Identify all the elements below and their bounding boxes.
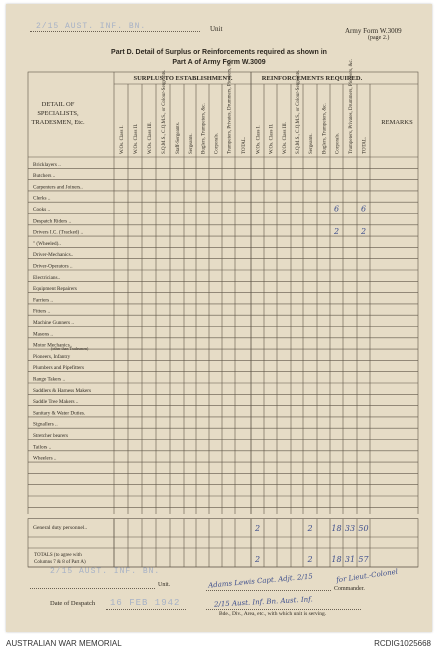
row-label: Farriers .. (33, 297, 54, 304)
signature-line1: Adams Lewis Capt. Adjt. 2/15 (207, 572, 314, 590)
pioneers-note: (other than Tradesmen) (51, 346, 89, 351)
totals-wo1-entry: 2 (254, 555, 261, 564)
row-label: Saddle Tree Makers .. (33, 399, 79, 406)
form-page (6, 4, 432, 632)
surplus-col-header: TOTAL. (242, 136, 247, 154)
reinf-col-header: S.Q.M.S., C.Q.M.S., or Colour-Sergeants. (296, 69, 301, 154)
reinf-col-header: Corporals. (335, 133, 341, 154)
form-number: Army Form W.3009 (345, 27, 402, 35)
reinf-header: REINFORCEMENTS REQUIRED. (261, 75, 363, 82)
surplus-col-header: S.Q.M.S., C.Q.M.S., or Colour-Sergeants. (162, 69, 167, 154)
gd-total-entry: 50 (358, 524, 369, 533)
totals-corporals-entry: 18 (331, 555, 342, 564)
totals-label-2: Columns 7 & 8 of Part A) (34, 560, 86, 565)
row-label: Plumbers and Pipefitters (33, 365, 85, 372)
bde-line (206, 609, 361, 610)
surplus-header: SURPLUS TO ESTABLISHMENT. (133, 75, 233, 82)
drivers-total-entry: 2 (360, 227, 367, 237)
row-label: Driver-Operators .. (33, 263, 73, 270)
reinf-col-header: Trumpeters, Privates, Drummers, Pioneers, &c. (349, 59, 354, 154)
row-label: Machine Gunners .. (33, 320, 74, 326)
reinf-col-header: W.Os. Class I. (256, 125, 262, 154)
signature-line3: 2/15 Aust. Inf. Bn. Aust. Inf. (213, 595, 313, 609)
totals-sergeants-entry: 2 (307, 555, 313, 564)
signature-line (206, 590, 331, 591)
detail-header-3: TRADESMEN, Etc. (31, 119, 85, 126)
reinf-col-header: W.Os. Class II. (269, 123, 275, 154)
row-label: " (Wheeled).. (33, 240, 61, 247)
surplus-col-header: Trumpeters, Privates, Drummers, Pioneers, &c. (227, 59, 233, 154)
cooks-total-entry: 6 (360, 204, 367, 214)
row-label: Driver-Mechanics.. (33, 252, 74, 259)
gd-wo1-entry: 2 (254, 524, 261, 533)
table-frame (28, 69, 418, 514)
gd-corporals-entry: 18 (331, 524, 342, 533)
row-label: Equipment Repairers (33, 286, 77, 293)
row-label: Drivers I.C. (Tracked) .. (33, 229, 84, 236)
form-page: (page 2.) (368, 35, 390, 41)
reinf-col-header: TOTAL. (362, 136, 368, 154)
footer-right: RCDIG1025668 (374, 639, 431, 648)
row-label: Saddlers & Harness Makers (33, 387, 92, 394)
gd-sergeants-entry: 2 (307, 524, 313, 533)
reinf-col-header: W.Os. Class III. (283, 122, 288, 154)
row-label: Wheelers .. (33, 455, 57, 462)
date-line (106, 609, 186, 610)
surplus-col-header: W.Os. Class II. (134, 123, 139, 154)
general-duty-label-text: General duty personnel.. (33, 525, 88, 531)
row-label: Stretcher bearers (33, 433, 68, 439)
row-label: Electricians.. (33, 274, 61, 281)
bde-label: Bde., Div., Area, etc., with which unit is serving. (219, 611, 327, 617)
row-label: Carpenters and Joiners.. (33, 184, 83, 191)
row-label: Motor Mechanics.. (33, 342, 73, 349)
archive-footer (0, 634, 439, 653)
row-label: Butchers .. (33, 173, 56, 180)
detail-header-1: DETAIL OF (41, 101, 75, 108)
unit-line-bottom (30, 588, 155, 589)
part-title-line1: Part D. Detail of Surplus or Reinforcements required as shown in (111, 49, 327, 56)
row-label: Fitters .. (33, 308, 51, 315)
part-title-line2: Part A of Army Form W.3009 (172, 59, 266, 66)
surplus-col-header: W.Os. Class I. (120, 125, 125, 154)
row-label: Clerks .. (33, 195, 51, 202)
reinf-col-header: Buglers, Trumpeters, &c. (322, 103, 328, 154)
details-table (6, 4, 432, 514)
commander-label: Commander. (334, 586, 365, 592)
row-label: Range Takers .. (33, 376, 66, 383)
surplus-col-header: W.Os. Class III. (148, 122, 153, 154)
gd-privates-entry: 33 (344, 524, 356, 533)
drivers-corporals-entry: 2 (333, 227, 340, 237)
row-label: Tailors .. (33, 444, 52, 451)
row-label: Despatch Riders .. (33, 218, 72, 225)
totals-total-entry: 57 (358, 555, 369, 564)
surplus-col-header: Sergeants. (189, 133, 194, 154)
cooks-corporals-entry: 6 (333, 204, 340, 214)
lower-table (6, 509, 432, 569)
surplus-col-header: Corporals. (214, 133, 220, 154)
row-label: Pioneers, Infantry (33, 353, 71, 360)
remarks-header: REMARKS (381, 119, 413, 126)
date-stamp: 16 FEB 1942 (110, 598, 181, 608)
date-label: Date of Despatch (50, 600, 96, 607)
signature-line2: for Lieut.-Colonel (335, 567, 399, 585)
footer-left: AUSTRALIAN WAR MEMORIAL (6, 639, 122, 648)
row-label: Signallers .. (33, 421, 58, 428)
surplus-col-header: Staff-Sergeants. (176, 122, 181, 154)
reinf-col-header: Sergeants. (309, 133, 314, 154)
totals-privates-entry: 31 (344, 555, 356, 564)
row-label: Bricklayers .. (33, 161, 61, 168)
row-label: Masons .. (33, 331, 54, 338)
unit-stamp-top: 2/15 AUST. INF. BN. (36, 22, 147, 31)
unit-label-bottom: Unit. (158, 582, 171, 588)
row-label: Sanitary & Water Duties. (33, 410, 86, 417)
surplus-col-header: Buglers, Trumpeters, &c. (201, 103, 207, 154)
unit-label-top: Unit (210, 25, 223, 33)
detail-header-2: SPECIALISTS, (37, 110, 79, 117)
totals-label-1: TOTALS (to agree with (34, 553, 82, 558)
row-label: Cooks .. (33, 207, 51, 213)
unit-stamp-bottom: 2/15 AUST. INF. BN. (50, 567, 161, 576)
